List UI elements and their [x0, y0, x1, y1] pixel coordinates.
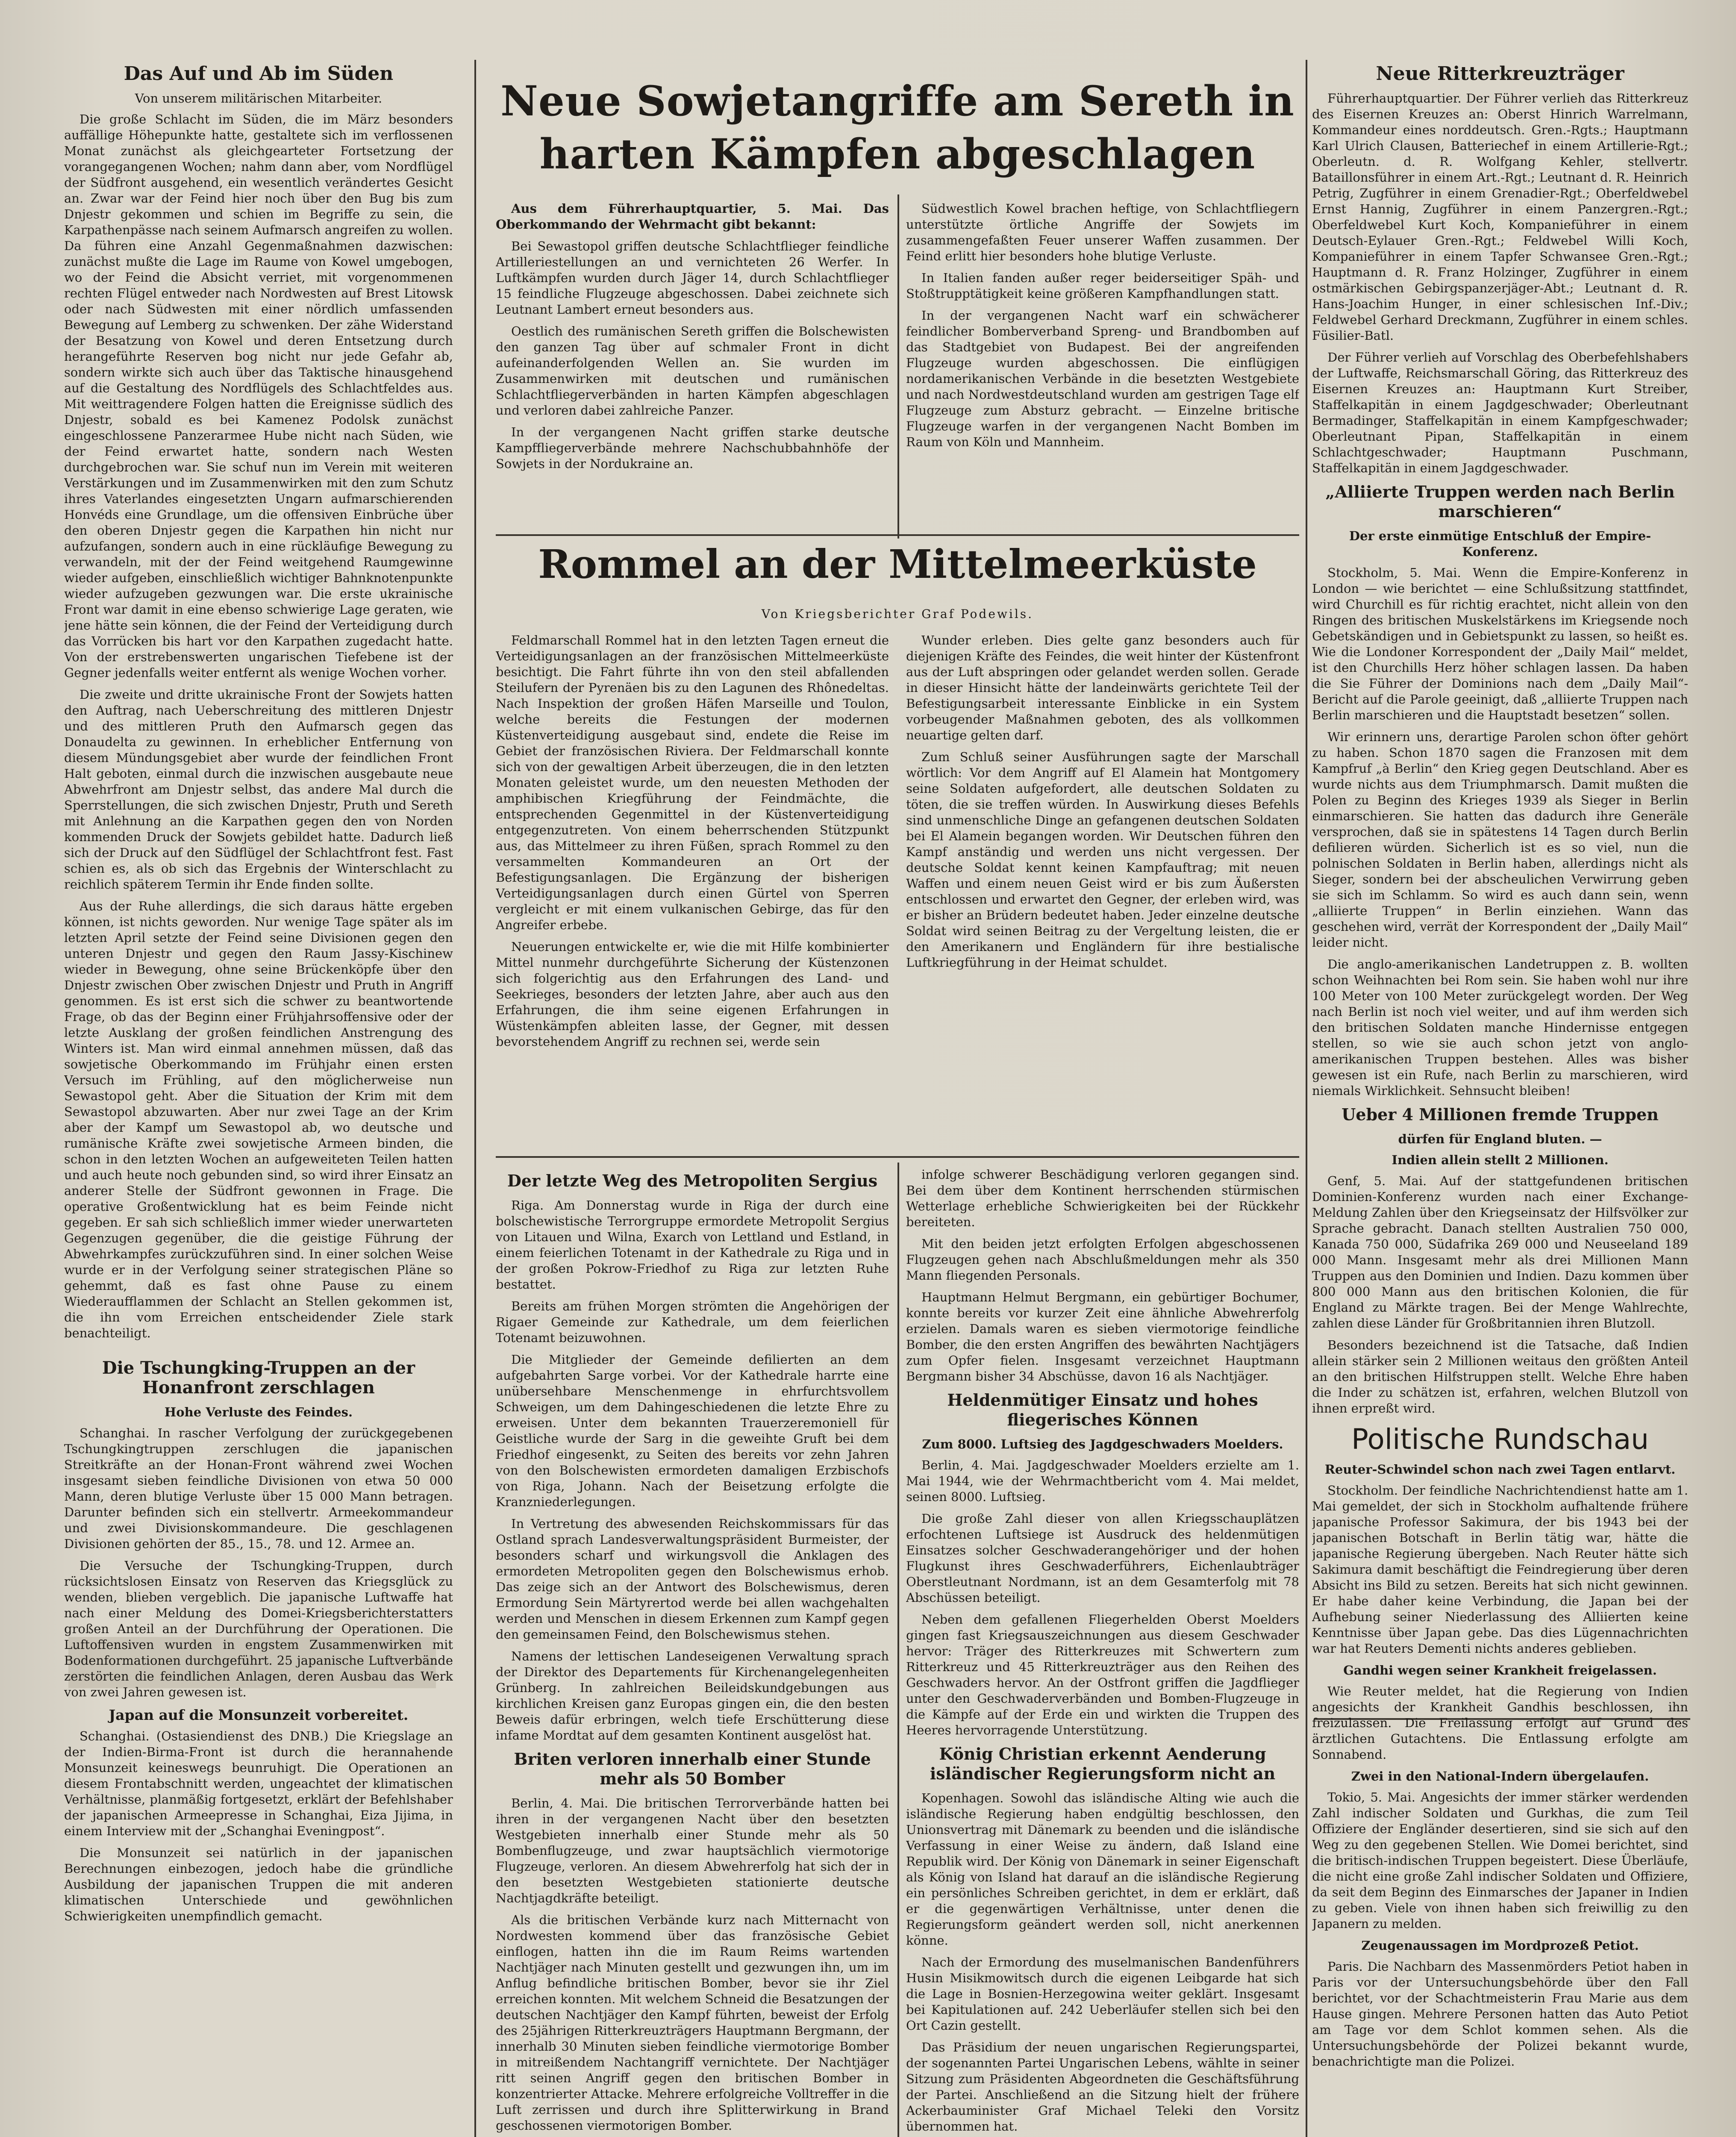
briten-headline: Briten verloren innerhalb einer Stunde mehr als 50 Bomber [514, 1749, 871, 1788]
tschungking-para: Schanghai. In rascher Verfolgung der zurückgegebenen Tschungkingtruppen zerschlugen die japanischen Streitkräfte an der Honan-Front während zwei Wochen insgesamt sieben feindliche Divisionen von etwa 50 000 Mann, deren blutige Verluste über 15 000 Mann betragen. Darunter befinden sich ein stellvertr. Armeekommandeur und zwei Divisionskommandeure. Die geschlagenen Divisionen gehörten der 85., 15., 78. und 12. Armee an. [64, 1426, 453, 1551]
polit-item-head: Zwei in den National-Indern übergelaufen. [1351, 1769, 1649, 1784]
sergius-para: Namens der lettischen Landeseigenen Verwaltung sprach der Direktor des Departements für Kirchenangelegenheiten Grünberg. In zahlreichen Beileidskundgebungen aus kirchlichen Kreisen ganz Europas gingen ein, die den besten Beweis dafür erbringen, welch tiefe Erschütterung diese infame Mordtat auf dem gesamten Kontinent ausgelöst hat. [496, 1649, 889, 1743]
alliierte-para: Die anglo-amerikanischen Landetruppen z. B. wollten schon Weihnachten bei Rom sein. Sie haben wohl nur ihre 100 Meter von 100 Meter zurückgelegt worden. Der Weg nach Berlin ist noch viel weiter, und auf ihm werden sich den britischen Soldaten manche Hindernisse entgegen stellen, so wie sie auch schon jetzt von anglo-amerikanischen Truppen bestehen. Alles was bisher gewesen ist ein Rufe, nach Berlin zu marschieren, wird niemals Wirklichkeit. Sehnsucht bleiben! [1312, 957, 1688, 1098]
polit-item-head: Reuter-Schwindel schon nach zwei Tagen entlarvt. [1324, 1462, 1676, 1477]
fremde-subheadline: dürfen für England bluten. — [1398, 1132, 1602, 1146]
sergius-article [496, 1167, 889, 2137]
ritterkreuz-headline: Neue Ritterkreuzträger [1376, 63, 1624, 85]
sergius-para: Riga. Am Donnerstag wurde in Riga der durch eine bolschewistische Terrorgruppe ermordete Metropolit Sergius von Litauen und Wilna, Exarch von Lettland und Estland, in einem feierlichen Totenamt in der Kathedrale zu Riga und in der großen Pokrow-Friedhof zu Riga zur letzten Ruhe bestattet. [496, 1198, 889, 1292]
christian-headline: König Christian erkennt Aenderung isländischer Regierungsform nicht an [930, 1744, 1276, 1783]
main-report-right [906, 201, 1299, 534]
main-para: Südwestlich Kowel brachen heftige, von Schlachtfliegern unterstützte örtliche Angriffe der Sowjets im zusammengefaßten Feuer unserer Waffen zusammen. Der Feind erlitt hier besonders hohe blutige Verluste. [906, 201, 1299, 263]
briten-para: Berlin, 4. Mai. Die britischen Terrorverbände hatten bei ihren in der vergangenen Nacht über den besetzten Westgebieten innerhalb einer Stunde mehr als 50 Bombenflugzeuge, und zwar hauptsächlich viermotorige Flugzeuge, verloren. An diesem Abwehrerfolg hat sich der in den besetzten Westgebieten stationierte deutsche Nachtjagdkräfte beteiligt. [496, 1796, 889, 1905]
main-dateline: Aus dem Führerhauptquartier, 5. Mai. Das Oberkommando der Wehrmacht gibt bekannt: [496, 201, 889, 232]
alliierte-para: Wir erinnern uns, derartige Parolen schon öfter gehört zu haben. Schon 1870 sagen die Franzosen mit dem Kampfruf „à Berlin“ den Krieg gegen Deutschland. Aber es wurde nichts aus dem Triumphmarsch. Damit mußten die Polen zu Beginn des Krieges 1939 als Sieger in Berlin einmarschieren. Sie hatten das dadurch ihre Generäle versprochen, daß sie in spätestens 14 Tagen durch Berlin defilieren würden. Sicherlich ist es so viel, nun die polnischen Soldaten in Berlin haben, allerdings nicht als Sieger, sondern bei der abscheulichen Verwirrung geben sie sich im Schlamm. So wird es auch dann sein, wenn „alliierte Truppen“ in Berlin einziehen. Wann das geschehen wird, verrät der Korrespondent der „Daily Mail“ leider nicht. [1312, 730, 1688, 950]
rommel-byline: Von Kriegsberichter Graf Podewils. [761, 607, 1034, 621]
main-para: Bei Sewastopol griffen deutsche Schlachtflieger feindliche Artilleriestellungen an und vernichteten 26 Werfer. In Luftkämpfen wurden durch Jäger 14, durch Schlachtflieger 15 feindliche Flugzeuge abgeschossen. Dabei zeichnete sich Leutnant Lambert erneut besonders aus. [496, 239, 889, 317]
monsun-headline: Japan auf die Monsunzeit vorbereitet. [109, 1707, 409, 1723]
sergius-para: Bereits am frühen Morgen strömten die Angehörigen der Rigaer Gemeinde zur Kathedrale, um dem feierlichen Totenamt beizuwohnen. [496, 1299, 889, 1345]
sergius-para: In Vertretung des abwesenden Reichskommissars für das Ostland sprach Landesverwaltungspräsident Burmeister, der besonders scharf und wirkungsvoll die Anklagen des ermordeten Metropoliten gegen den Bolschewismus erhob. Das zeige sich an der Antwort des Bolschewismus, deren Ermordung Sein Märtyrertod werde bei allen wachgehalten werden und Menschen in diesem Erkennen zum Kampf gegen den gemeinsamen Feind, den Bolschewismus stehen. [496, 1516, 889, 1642]
auf-ab-headline: Das Auf und Ab im Süden [124, 63, 394, 85]
helden-para: Berlin, 4. Mai. Jagdgeschwader Moelders erzielte am 1. Mai 1944, wie der Wehrmachtbericht vom 4. Mai meldet, seinen 8000. Luftsieg. [906, 1458, 1299, 1504]
rommel-para: Neuerungen entwickelte er, wie die mit Hilfe kombinierter Mittel nunmehr durchgeführte Sicherung der Küstenzonen sich folgerichtig aus den Erfahrungen des Land- und Seekrieges, besonders der letzten Jahre, aber auch aus den Erfahrungen, die ihm seine eigenen Erfahrungen in Wüstenkämpfen ableiten lasse, der Gegner, mit dessen bevorstehendem Angriff zu rechnen sei, werde sein [496, 939, 889, 1049]
tschungking-headline: Die Tschungking-Truppen an der Honanfront zerschlagen [102, 1358, 415, 1398]
fremde-headline: Ueber 4 Millionen fremde Truppen [1342, 1105, 1659, 1124]
sergius-headline: Der letzte Weg des Metropoliten Sergius [507, 1171, 878, 1190]
bergmann-para: Mit den beiden jetzt erfolgten Erfolgen abgeschossenen Flugzeugen gehen nach Abschlußmeldungen mehr als 350 Mann fliegenden Personals. [906, 1236, 1299, 1283]
left-column [64, 60, 453, 2137]
main-report-left [496, 201, 889, 534]
main-para: Oestlich des rumänischen Sereth griffen die Bolschewisten den ganzen Tag über auf schmaler Front in dicht aufeinanderfolgenden Wellen an. Sie wurden im Zusammenwirken mit deutschen und rumänischen Schlachtfliegerverbänden in harten Kämpfen abgeschlagen und verloren dabei zahlreiche Panzer. [496, 324, 889, 418]
christian-para: Das Präsidium der neuen ungarischen Regierungspartei, der sogenannten Partei Ungarischen Lebens, wählte in seiner Sitzung zum Präsidenten Abgeordneten die Geschäftsführung der Partei. Anschließend an die Sitzung hielt der frühere Ackerbauminister Graf Michael Teleki den Vorsitz übernommen hat. [906, 2040, 1299, 2134]
polit-item-text: Tokio, 5. Mai. Angesichts der immer stärker werdenden Zahl indischer Soldaten und Gurkhas, die zum Teil Offiziere der Engländer desertieren, sind sie sich auf den Weg zu den gegebenen Stellen. Wie Domei berichtet, sind die britisch-indischen Truppen begeistert. Diese Überläufe, die nicht eine große Zahl indischer Soldaten und Offiziere, da seit dem Beginn des Einmarsches der Japaner in Indien zu geben. Viele von ihnen haben sich freiwillig zu den Japanern zu melden. [1312, 1790, 1688, 1931]
headline-main: Neue Sowjetangriffe am Sereth in harten Kämpfen abgeschlagen [500, 77, 1295, 178]
alliierte-subheadline: Der erste einmütige Entschluß der Empire-Konferenz. [1349, 529, 1651, 559]
main-para: In der vergangenen Nacht warf ein schwächerer feindlicher Bomberverband Spreng- und Brandbomben auf das Stadtgebiet von Budapest. Bei der angreifenden Flugzeuge wurden abgeschossen. Die einflügigen nordamerikanischen Verbände in die besetzten Westgebiete und nach Nordwestdeutschland wurden am gestrigen Tage elf Flugzeuge zum Absturz gebracht. — Einzelne britische Flugzeuge warfen in der vergangenen Nacht Bomben im Raum von Köln und Mannheim. [906, 308, 1299, 449]
column-rule-4 [1306, 60, 1307, 2137]
christian-para: Nach der Ermordung des muselmanischen Bandenführers Husin Misikmowitsch durch die eigenen Leibgarde hat sich die Lage in Bosnien-Herzegowina weiter geklärt. Insgesamt bei Kapitulationen auf. 242 Ueberläufer stellen sich bei den Ort Cazin gestellt. [906, 1955, 1299, 2033]
column-rule-3 [897, 1163, 899, 2137]
rommel-left [496, 633, 889, 1152]
alliierte-para: Stockholm, 5. Mai. Wenn die Empire-Konferenz in London — wie berichtet — eine Schlußsitzung stattfindet, wird Churchill es für richtig erachtet, nicht allein von den Ringen des britischen Muskelstärkens im Kriegsende noch Gebetskändigen und in Gebietspunkt zu lassen, so heißt es. Wie die Londoner Korrespondent der „Daily Mail“ meldet, ist den Churchills Herz höher schlagen lassen. Da haben die Sie Führer der Dominions nach dem „Daily Mail“-Bericht auf die Parole geeinigt, daß „alliierte Truppen nach Berlin marschieren und die Hauptstadt besetzen“ sollen. [1312, 565, 1688, 722]
column-rule-2 [897, 194, 899, 539]
briten-para: Als die britischen Verbände kurz nach Mitternacht von Nordwesten kommend über das französische Gebiet einflogen, hatten ihn die im Raum Reims wartenden Nachtjäger nach Minuten gestellt und gezwungen ihn, um im Anflug befindliche britischen Bomber, bevor sie ihr Ziel erreichen konnten. Mit welchem Schneid die Besatzungen der deutschen Nachtjäger den Kampf führten, beweist der Erfolg des 25jährigen Ritterkreuzträgers Hauptmann Bergmann, der innerhalb 30 Minuten sieben feindliche viermotorige Bomber in mitreißendem Nachtangriff vernichtete. Der Nachtjäger ritt seinen Angriff gegen den britischen Bomber in konzentrierter Attacke. Mehrere erfolgreiche Volltreffer in die Luft zerrissen und durch ihre Splitterwirkung in Brand geschossenen viermotorigen Bomber. [496, 1913, 889, 2133]
ritterkreuz-para: Der Führer verlieh auf Vorschlag des Oberbefehlshabers der Luftwaffe, Reichsmarschall Göring, das Ritterkreuz des Eisernen Kreuzes an: Hauptmann Kurt Streiber, Staffelkapitän in einem Jagdgeschwader; Oberleutnant Bermadinger, Staffelkapitän in einem Kampfgeschwader; Oberleutnant Pipan, Staffelkapitän in einem Schlachtgeschwader; Hauptmann Puschmann, Staffelkapitän in einem Jagdgeschwader. [1312, 350, 1688, 475]
main-para: In Italien fanden außer reger beiderseitiger Späh- und Stoßtrupptätigkeit keine größeren Kampfhandlungen statt. [906, 271, 1299, 301]
christian-para: Kopenhagen. Sowohl das isländische Alting wie auch die isländische Regierung haben endgültig beschlossen, den Unionsvertrag mit Dänemark zu beenden und die isländische Verfassung in einer Weise zu ändern, daß Island eine Republik wird. Der König von Dänemark in seiner Eigenschaft als König von Island hat darauf an die isländische Regierung ein persönliches Schreiben gerichtet, in dem er erklärt, daß er die gegenwärtigen Verhältnisse, unter denen die Regierungsform geändert werden soll, nicht anerkennen könne. [906, 1791, 1299, 1948]
helden-para: Die große Zahl dieser von allen Kriegsschauplätzen erfochtenen Luftsiege ist Ausdruck des heldenmütigen Einsatzes solcher Geschwaderangehöriger und der hohen Flugkunst ihres Geschwaderführers, Eichenlaubträger Oberstleutnant Nordmann, ist an dem Gesamterfolg mit 78 Abschüssen beteiligt. [906, 1511, 1299, 1605]
bergmann-para: infolge schwerer Beschädigung verloren gegangen sind. Bei dem über dem Kontinent herrschenden stürmischen Wetterlage erhebliche Schwierigkeiten bei der Rückkehr bereiteten. [906, 1167, 1299, 1229]
ritterkreuz-para: Führerhauptquartier. Der Führer verlieh das Ritterkreuz des Eisernen Kreuzes an: Oberst Hinrich Warrelmann, Kommandeur eines norddeutsch. Gren.-Rgts.; Hauptmann Karl Ulrich Clausen, Batteriechef in einem Artillerie-Rgt.; Oberleutn. d. R. Wolfgang Kehler, stellvertr. Bataillonsführer in einem Art.-Rgt.; Leutnant d. R. Heinrich Petrig, Zugführer in einem Grenadier-Rgt.; Oberfeldwebel Ernst Hannig, Zugführer in einem Panzergren.-Rgt.; Oberfeldwebel Kurt Koch, Kompanieführer in einem Deutsch-Eylauer Gren.-Rgt.; Feldwebel Willi Koch, Kompanieführer in einem Tapfer Schwansee Gren.-Rgt.; Hauptmann d. R. Franz Holzinger, Zugführer in einem ostmärkischen Gebirgspanzerjäger-Abt.; Leutnant d. R. Hans-Joachim Hunger, in einer schlesischen Inf.-Div.; Feldwebel Gerhard Dreckmann, Zugführer in einem schles. Füsilier-Batl. [1312, 91, 1688, 343]
fremde-subheadline: Indien allein stellt 2 Millionen. [1392, 1153, 1609, 1167]
rommel-headline: Rommel an der Mittelmeerküste [538, 541, 1257, 587]
rommel-para: Zum Schluß seiner Ausführungen sagte der Marschall wörtlich: Vor dem Angriff auf El Alamein hat Montgomery seine Soldaten aufgefordert, alle deutschen Soldaten zu töten, die sie treffen würden. In Auswirkung dieses Befehls sind unmenschliche Dinge an gefangenen deutschen Soldaten bei El Alamein begangen worden. Wir Deutschen führen den Kampf anständig und werden uns nicht vergessen. Der deutsche Soldat kennt keinen Kampfauftrag; mit neuen Waffen und einem neuen Geist wird er bis zum Äußersten entschlossen und erwartet den Gegner, der erleben wird, was er bisher an Brüdern bedeutet haben. Jeder einzelne deutsche Soldat wird seinen Beitrag zu der Vergeltung leisten, die er den Amerikanern und Engländern für ihre bestialische Luftkriegführung in der Heimat schuldet. [906, 750, 1299, 970]
bergmann-para: Hauptmann Helmut Bergmann, ein gebürtiger Bochumer, konnte bereits vor kurzer Zeit eine ähnliche Abwehrerfolg erzielen. Damals waren es sieben viermotorige feindliche Bomber, die den ersten Angriffen des bewährten Nachtjägers zum Opfer fielen. Insgesamt verzeichnet Hauptmann Bergmann bisher 34 Abschüsse, davon 16 als Nachtjäger. [906, 1290, 1299, 1383]
helden-subheadline: Zum 8000. Luftsieg des Jagdgeschwaders Moelders. [922, 1437, 1283, 1451]
right-column [1312, 60, 1688, 2137]
alliierte-headline: „Alliierte Truppen werden nach Berlin marschieren“ [1325, 482, 1675, 521]
rommel-para: Feldmarschall Rommel hat in den letzten Tagen erneut die Verteidigungsanlagen an der französischen Mittelmeerküste besichtigt. Die Fahrt führte ihn von den steil abfallenden Steilufern der Pyrenäen bis zu den Lagunen des Rhônedeltas. Nach Inspektion der großen Häfen Marseille und Toulon, welche bereits die Festungen der modernen Küstenverteidigung ausgebaut sind, endete die Reise im Gebiet der französischen Riviera. Der Feldmarschall konnte sich von der gewaltigen Arbeit überzeugen, die in den letzten Monaten geleistet wurde, um den neuesten Methoden der amphibischen Kriegführung der Feindmächte, die entsprechenden Gegenmittel in der Küstenverteidigung entgegenzutreten. Von einem beherrschenden Stützpunkt aus, das Mittelmeer zu ihren Füßen, sprach Rommel zu den versammelten Kommandeuren an Ort der Befestigungsanlagen. Die Ergänzung der bisherigen Verteidigungsanlagen durch einen Gürtel von Sperren vergleicht er mit einem vulkanischen Gebirge, das für den Angreifer erbebe. [496, 633, 889, 932]
polit-item-head: Gandhi wegen seiner Krankheit freigelassen. [1343, 1663, 1657, 1678]
sergius-para: Die Mitglieder der Gemeinde defilierten an dem aufgebahrten Sarge vorbei. Vor der Kathedrale harrte eine unübersehbare Menschenmenge in ehrfurchtsvollem Schweigen, um dem Dahingeschiedenen die letzte Ehre zu erweisen. Unter dem bekannten Trauerzeremoniell für Geistliche wurde der Sarg in die geweihte Gruft bei dem Friedhof eingesenkt, zu Seiten des bereits vor zehn Jahren von den Bolschewisten ermordeten damaligen Erzbischofs von Riga, Johann. Nach der Beisetzung erfolgte die Kranzniederlegungen. [496, 1352, 889, 1509]
main-para: In der vergangenen Nacht griffen starke deutsche Kampffliegerverbände mehrere Nachschubbahnhöfe der Sowjets in der Nordukraine an. [496, 425, 889, 471]
center-right-column [906, 1167, 1299, 2137]
polit-item-text: Paris. Die Nachbarn des Massenmörders Petiot haben in Paris vor der Untersuchungsbehörde über den Fall berichtet, vor der Schachtmeisterin Frau Marie aus dem Hause gingen. Mehrere Personen hatten das Auto Petiot am Tage vor dem Schlot kommen sehen. Als die Untersuchungsbehörde der Polizei bekannt wurde, benachrichtigte man die Polizei. [1312, 1959, 1688, 2069]
auf-ab-para: Aus der Ruhe allerdings, die sich daraus hätte ergeben können, ist nichts geworden. Nur wenige Tage später als im letzten April setzte der Feind seine Divisionen gegen den unteren Dnjestr und gegen den Raum Jassy-Kischinew wieder in Bewegung, ohne seine Brückenköpfe über den Dnjestr zwischen Ober zwischen Dnjestr und Pruth in Angriff genommen. Es ist erst sich die schwer zu beantwortende Frage, ob das der Beginn einer Frühjahrsoffensive oder der letzte Ausklang der großen feindlichen Anstrengung des Winters ist. Man wird einmal annehmen müssen, daß das sowjetische Oberkommando im Frühjahr einen ersten Versuch im Frühling, auf den möglicherweise nun Sewastopol geht. Aber die Situation der Krim mit dem Sewastopol abzuwarten. Aber nur zwei Tage an der Krim aber der Kampf um Sewastopol ab, wo deutsche und rumänische Kräfte zwei sowjetische Armeen binden, die schon in den letzten Wochen an aufgeweiteten Teilen hatten und auch heute noch gebunden sind, so wird ihrer Einsatz an anderer Stelle der Südfront gewonnen in Frage. Die operative Großentwicklung hat es beim Feinde nicht gegeben. Er sah sich schließlich immer wieder unerwarteten Gegenzugen gegenüber, die die geistige Führung der Abwehrkampfes zurückzuführen sind. In einer solchen Weise wurde er in der Verfolgung seiner strategischen Pläne so gehemmt, daß es fast ohne Pause zu einem Wiederaufflammen der Schlacht an Stellen gekommen ist, die ihn vom Erreichen entscheidender Ziele stark benachteiligt. [64, 899, 453, 1340]
polit-item-text: Stockholm. Der feindliche Nachrichtendienst hatte am 1. Mai gemeldet, der sich in Stockholm aufhaltende frühere japanische Professor Sakimura, der bis 1943 bei der japanischen Botschaft in Berlin tätig war, hätte die japanische Regierung übergeben. Nach Reuter hätte sich Sakimura damit beschäftigt die Feindregierung über deren Absicht ins Bild zu setzen. Bereits hat sich nicht gewinnen. Er habe daher keine Verbindung, die Japan bei der Aufhebung seiner Niederlassung des Alliierten keine Kenntnisse über Japan gebe. Das dies Lügennachrichten war hat Reuters Dementi nichts anderes geblieben. [1312, 1483, 1688, 1656]
monsun-para: Schanghai. (Ostasiendienst des DNB.) Die Kriegslage an der Indien-Birma-Front ist durch die herannahende Monsunzeit keineswegs beunruhigt. Die Operationen an diesem Frontabschnitt werden, ungeachtet der klimatischen Verhältnisse, planmäßig fortgesetzt, erklärt der Befehlshaber der japanischen Armeepresse in Schanghai, Eiza Jijima, in einem Interview mit der „Schanghai Eveningpost“. [64, 1729, 453, 1838]
politische-rundschau-heading: Politische Rundschau [1351, 1423, 1649, 1456]
helden-headline: Heldenmütiger Einsatz und hohes fliegerisches Können [947, 1390, 1258, 1429]
column-rule-1 [474, 60, 476, 2137]
fremde-para: Genf, 5. Mai. Auf der stattgefundenen britischen Dominien-Konferenz wurden nach einer Exchange-Meldung Zahlen über den Kriegseinsatz der Hilfsvölker zur Sprache gebracht. Danach stellten Australien 750 000, Kanada 750 000, Südafrika 269 000 und Neuseeland 189 000 Mann. Insgesamt mehr als drei Millionen Mann Truppen aus den Dominien und Indien. Dazu kommen über 800 000 Mann aus den britischen Kolonien, die für England zu Märkte tragen. Bei der Menge Wahlrechte, zahlen diese Länder für Großbritannien ihren Blutzoll. [1312, 1174, 1688, 1330]
rule-rommel-top [496, 534, 1299, 536]
monsun-para: Die Monsunzeit sei natürlich in der japanischen Berechnungen einbezogen, jedoch habe die gründliche Ausbildung der japanischen Truppen die mit anderen klimatischen Unterschiede und gewöhnlichen Schwierigkeiten unempfindlich gemacht. [64, 1846, 453, 1923]
tschungking-subheadline: Hohe Verluste des Feindes. [164, 1405, 353, 1419]
auf-ab-para: Die große Schlacht im Süden, die im März besonders auffällige Höhepunkte hatte, gestaltete sich im verflossenen Monat zunächst als gleichgearteter Fortsetzung der vorangegangenen Wochen; nahm dann aber, vom Nordflügel der Südfront ausgehend, ein wesentlich verändertes Gesicht an. Zwar war der Feind hier noch über den Bug bis zum Dnjestr gekommen und schien im Begriffe zu sein, die Karpathenpässe nach seinem Aufmarsch angreifen zu wollen. Da führen eine Anzahl Gegenmaßnahmen dazwischen: zunächst mußte die Lage im Raume von Kowel umgebogen, wo der Feind die Absicht verriet, mit vorgenommenen rechten Flügel entweder nach Nordwesten auf Brest Litowsk oder nach Südwesten mit einer nördlich umfassenden Bewegung auf Lemberg zu schwenken. Der zähe Widerstand der Besatzung von Kowel und deren Entsetzung durch herangeführte Reserven bog nicht nur jede Gefahr ab, sondern wirkte sich auch über das Taktische hinausgehend auf die Gestaltung des Nordflügels des Schlachtfeldes aus. Mit weittragendere Folgen hatten die Ereignisse südlich des Dnjestr, sobald es bei Kamenez Podolsk zunächst eingeschlossene Panzerarmee Hube nicht nach Süden, wie der Feind erwartet hatte, sondern nach Westen durchgebrochen war. Sie schuf nun im Verein mit weiteren Verstärkungen und im Zusammenwirken mit den zum Schutz ihres Vaterlandes eingesetzten Ungarn aufmarschierenden Honvéds eine Grundlage, um die offensiven Einbrüche über den oberen Dnjestr gegen die Karpathen hin nicht nur aufzufangen, sondern auch in eine rückläufige Bewegung zu verwandeln, mit der der Feind weitgehend Raumgewinne wieder aufgeben, einschließlich wichtiger Bahnknotenpunkte wieder aufzugeben gezwungen war. Die erste ukrainische Front war damit in eine ebenso schwierige Lage geraten, wie jene hätte sein können, die der Feind der Verteidigung durch das Vorrücken bis hart vor den Karpathen zugedacht hatte. Von der erstrebenswerten ungarischen Tiefebene ist der Gegner jedenfalls weiter entfernt als wenige Wochen vorher. [64, 112, 453, 680]
tschungking-para: Die Versuche der Tschungking-Truppen, durch rücksichtslosen Einsatz von Reserven das Kriegsglück zu wenden, blieben vergeblich. Die japanische Luftwaffe hat nach einer Meldung des Domei-Kriegsberichterstatters großen Anteil an der Durchführung der Operationen. Die Luftoffensiven wurden in engstem Zusammenwirken mit Bodenformationen durchgeführt. 25 japanische Luftverbände zerstörten die feindlichen Anlagen, deren Ausbau das Werk von zwei Jahren gewesen ist. [64, 1558, 453, 1699]
auf-ab-subheadline: Von unserem militärischen Mitarbeiter. [135, 91, 383, 106]
rommel-para: Wunder erleben. Dies gelte ganz besonders auch für diejenigen Kräfte des Feindes, die weit hinter der Küstenfront aus der Luft abspringen oder gelandet werden sollen. Gerade in dieser Hinsicht hätte der landeinwärts gerichtete Teil der Befestigungsarbeit interessante Einblicke in ein System vorbeugender Maßnahmen geboten, des als vollkommen neuartige gelten darf. [906, 633, 1299, 742]
auf-ab-para: Die zweite und dritte ukrainische Front der Sowjets hatten den Auftrag, nach Ueberschreitung des mittleren Dnjestr und des mittleren Pruth den Aufmarsch gegen das Donaudelta zu gewinnen. In erheblicher Entfernung von diesem Mündungsgebiet aber wurde der feindlichen Front Halt geboten, einmal durch die inzwischen ausgebaute neue Abwehrfront am Dnjestr selbst, das andere Mal durch die Sperrstellungen, die sich zwischen Dnjestr, Pruth und Sereth mit Anlehnung an die Karpathen gegen den von Norden kommenden Druck der Sowjets gebildet hatte. Dadurch ließ sich der Druck auf den Südflügel der Schlachtfront fest. Fast schien es, als ob sich das Ergebnis der Winterschlacht zu reichlich späterem Termin ihr Ende finden sollte. [64, 687, 453, 892]
polit-item-head: Zeugenaussagen im Mordprozeß Petiot. [1361, 1938, 1639, 1953]
rule-rommel-bottom [496, 1156, 1299, 1158]
rommel-right [906, 633, 1299, 1152]
polit-item-text: Wie Reuter meldet, hat die Regierung von Indien angesichts der Krankheit Gandhis beschlossen, ihn freizulassen. Die Freilassung erfolgt auf Grund des ärztlichen Gutachtens. Die Entlassung erfolgte am Sonnabend. [1312, 1684, 1688, 1762]
fremde-para: Besonders bezeichnend ist die Tatsache, daß Indien allein stärker sein 2 Millionen weitaus den größten Anteil an den britischen Hilfstruppen stellt. Welche Ehre haben die Inder zu schätzen ist, erfahren, welchen Blutzoll von ihnen erpreßt wird. [1312, 1338, 1688, 1416]
helden-para: Neben dem gefallenen Fliegerhelden Oberst Moelders gingen fast Kriegsauszeichnungen aus diesem Geschwader hervor: Träger des Ritterkreuzes mit Schwertern zum Ritterkreuz und 45 Ritterkreuzträger aus den Reihen des Geschwaders hervor. An der Ostfront griffen die Jagdflieger unter den Geschwaderverbänden und Bomben-Flugzeuge in die Kämpfe auf der Erde ein und wirkten die Truppen des Heeres hervorragende Unterstützung. [906, 1612, 1299, 1737]
